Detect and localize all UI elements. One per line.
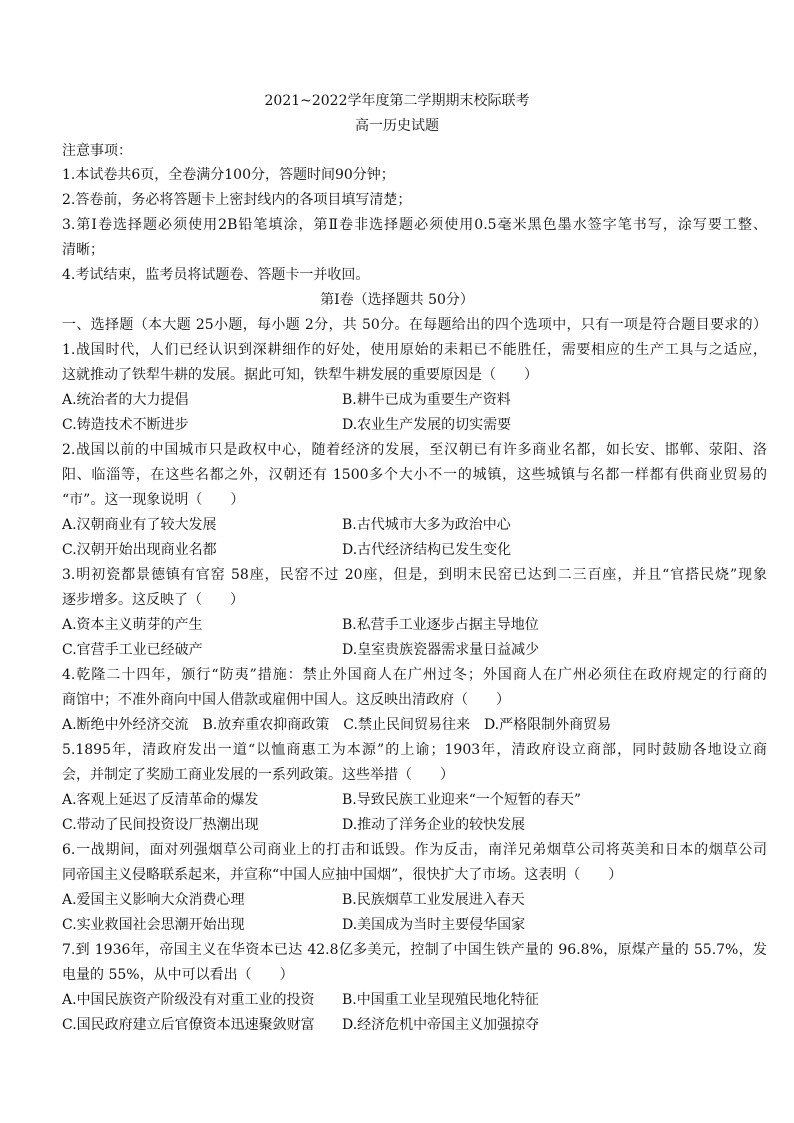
option-b: B.古代城市大多为政治中心 [342,517,511,533]
question-stem: 7.到 1936年，帝国主义在华资本已达 42.8亿多美元，控制了中国生铁产量的 96.8%，原煤产量的 55.7%，发 [62,942,767,958]
option-a: A.客观上延迟了反清革命的爆发 [62,792,259,808]
option-c: C.国民政府建立后官僚资本迅速聚敛财富 [62,1017,315,1033]
option-d: D.农业生产发展的切实需要 [342,417,512,433]
question-stem: 逐步增多。这反映了（ ） [62,592,244,608]
subject-title: 高一历史试题 [355,118,439,134]
option-b: B.中国重工业呈现殖民地化特征 [342,992,539,1008]
option-c: C.铸造技术不断进步 [62,417,189,433]
option-a: A.中国民族资产阶级没有对重工业的投资 [62,992,315,1008]
option-a: A.资本主义萌芽的产生 [62,617,203,633]
option-b: B.民族烟草工业发展进入春天 [342,892,525,908]
question-stem: 3.明初瓷都景德镇有官窑 58座，民窑不过 20座，但是，到明末民窑已达到二三百座，并且“官搭民烧”现象 [62,567,767,583]
option-c: C.官营手工业已经破产 [62,642,203,658]
question-stem: 6.一战期间，面对列强烟草公司商业上的打击和诋毁。作为反击，南洋兄弟烟草公司将英美和日本的烟草公司 [62,842,767,858]
option-d: D.古代经济结构已发生变化 [342,542,512,558]
option-a: A.统治者的大力提倡 [62,392,189,408]
option-c: C.带动了民间投资设厂热潮出现 [62,817,259,833]
question-stem: 5.1895年，清政府发出一道“以恤商惠工为本源”的上谕；1903年，清政府设立商部，同时鼓励各地设立商 [62,742,767,758]
option-c: C.汉朝开始出现商业名都 [62,542,217,558]
section-instruction: 一、选择题（本大题 25小题，每小题 2分，共 50分。在每题给出的四个选项中，只有一项是符合题目要求的） [62,317,767,333]
notice-item: 3.第Ⅰ卷选择题必须使用2B铅笔填涂，第Ⅱ卷非选择题必须使用0.5毫米黑色墨水签字笔书写，涂写要工整、 [62,217,767,233]
option-b: B.耕牛已成为重要生产资料 [342,392,511,408]
notice-item: 清晰； [62,242,104,258]
option-d: D.推动了洋务企业的较快发展 [342,817,526,833]
notice-item: 4.考试结束，监考员将试题卷、答题卡一并收回。 [62,267,370,283]
notice-item: 1.本试卷共6页，全卷满分100分，答题时间90分钟； [62,167,395,183]
notice-item: 2.答卷前，务必将答题卡上密封线内的各项目填写清楚； [62,192,412,208]
option-d: D.美国成为当时主要侵华国家 [342,917,526,933]
question-stem: 商馆中；不准外商向中国人借款或雇佣中国人。这反映出清政府（ ） [62,692,510,708]
question-stem: “市”。这一现象说明（ ） [62,492,245,508]
option-a: A.爱国主义影响大众消费心理 [62,892,245,908]
option-c: C.实业救国社会思潮开始出现 [62,917,245,933]
question-stem: 4.乾隆二十四年，颁行“防夷”措施：禁止外国商人在广州过冬；外国商人在广州必须住在政府规定的行商的 [62,667,767,683]
exam-title: 2021~2022学年度第二学期期末校际联考 [264,93,530,109]
question-stem: 这就推动了铁犁牛耕的发展。据此可知，铁犁牛耕发展的重要原因是（ ） [62,367,538,383]
question-stem: 会，并制定了奖励工商业发展的一系列政策。这些举措（ ） [62,767,454,783]
option-d: D.皇室贵族瓷器需求量日益减少 [342,642,540,658]
question-stem: 1.战国时代，人们已经认识到深耕细作的好处，使用原始的耒耜已不能胜任，需要相应的生产工具与之适应， [62,342,767,358]
option-b: B.私营手工业逐步占据主导地位 [342,617,539,633]
option-d: D.经济危机中帝国主义加强掠夺 [342,1017,540,1033]
question-stem: 阳、临淄等，在这些名都之外，汉朝还有 1500多个大小不一的城镇，这些城镇与名都一样都有供商业贸易的 [62,467,767,483]
question-stem: 同帝国主义侵略联系起来，并宣称“中国人应抽中国烟”，很快扩大了市场。这表明（ ） [62,867,623,883]
notice-heading: 注意事项： [62,143,132,159]
question-stem: 电量的 55%，从中可以看出（ ） [62,967,294,983]
option-b: B.导致民族工业迎来“一个短暂的春天” [342,792,582,808]
options-inline: A.断绝中外经济交流 B.放弃重农抑商政策 C.禁止民间贸易往来 D.严格限制外商贸易 [62,717,612,733]
section-title: 第Ⅰ卷（选择题共 50分） [320,292,474,308]
option-a: A.汉朝商业有了较大发展 [62,517,217,533]
question-stem: 2.战国以前的中国城市只是政权中心，随着经济的发展，至汉朝已有许多商业名都，如长安、邯郸、荥阳、洛 [62,442,767,458]
